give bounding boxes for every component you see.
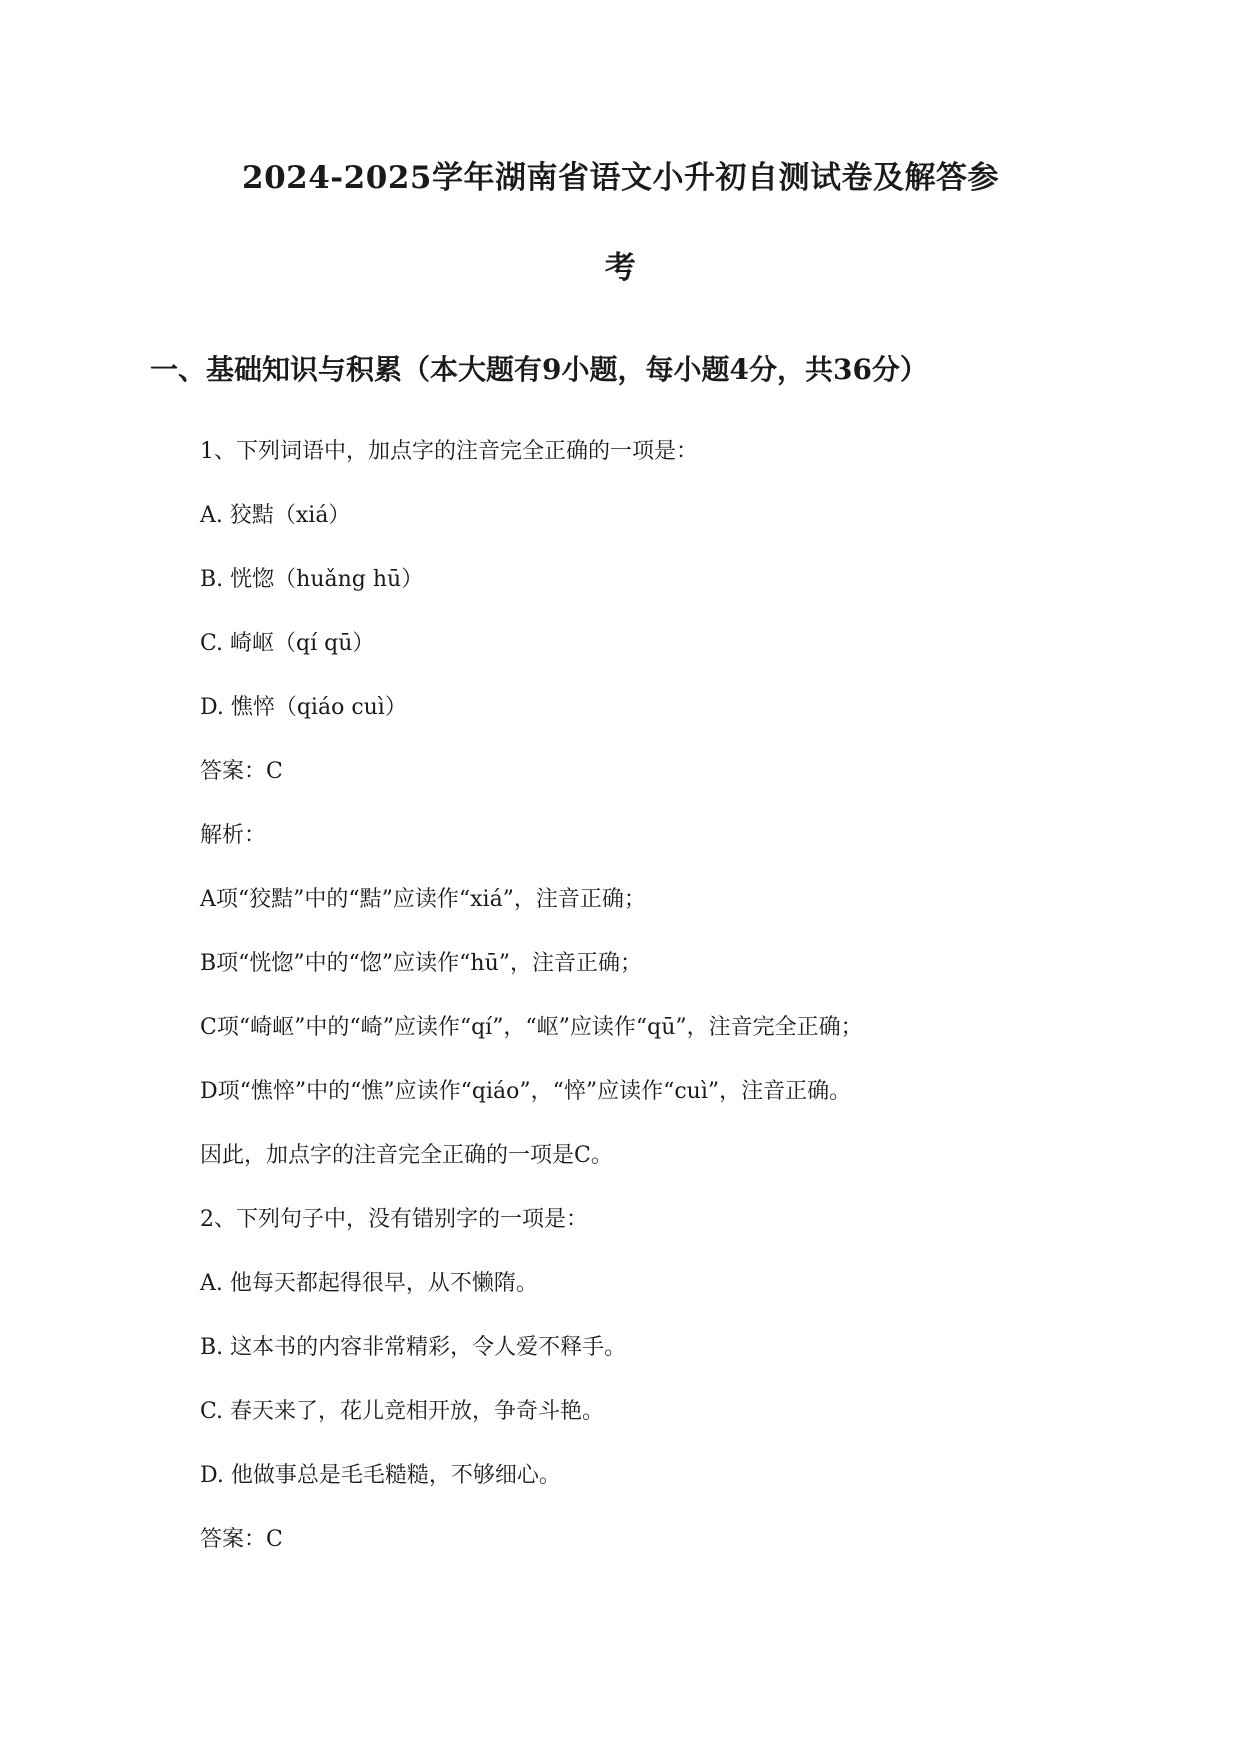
q2-option-c: C. 春天来了，花儿竞相开放，争奇斗艳。 [200,1399,605,1424]
page-title-line-1: 2024-2025学年湖南省语文小升初自测试卷及解答参 [242,160,999,196]
q2-option-b: B. 这本书的内容非常精彩，令人爱不释手。 [200,1335,627,1360]
q1-conclusion: 因此，加点字的注音完全正确的一项是C。 [200,1143,613,1168]
q2-option-a: A. 他每天都起得很早，从不懒隋。 [200,1271,538,1296]
q1-analysis-b: B项“恍惚”中的“惚”应读作“hū”，注音正确； [200,951,642,976]
q1-analysis-label: 解析： [200,823,267,848]
q1-option-a: A. 狡黠（xiá） [200,503,351,528]
page-title-line-2: 考 [604,250,637,286]
q1-analysis-c: C项“崎岖”中的“崎”应读作“qí”，“岖”应读作“qū”，注音完全正确； [200,1015,863,1040]
q1-option-c: C. 崎岖（qí qū） [200,631,375,656]
q1-analysis-a: A项“狡黠”中的“黠”应读作“xiá”，注音正确； [200,887,646,912]
q1-analysis-d: D项“憔悴”中的“憔”应读作“qiáo”，“悴”应读作“cuì”，注音正确。 [200,1079,852,1104]
q1-option-b: B. 恍惚（huǎng hū） [200,567,424,592]
q2-answer: 答案：C [200,1527,283,1552]
section-heading: 一、基础知识与积累（本大题有9小题，每小题4分，共36分） [150,353,928,386]
q1-option-d: D. 憔悴（qiáo cuì） [200,695,407,720]
q1-answer: 答案：C [200,759,283,784]
q1-stem: 1、下列词语中，加点字的注音完全正确的一项是： [200,439,698,464]
q2-stem: 2、下列句子中，没有错别字的一项是： [200,1207,588,1232]
q2-option-d: D. 他做事总是毛毛糙糙，不够细心。 [200,1463,561,1488]
